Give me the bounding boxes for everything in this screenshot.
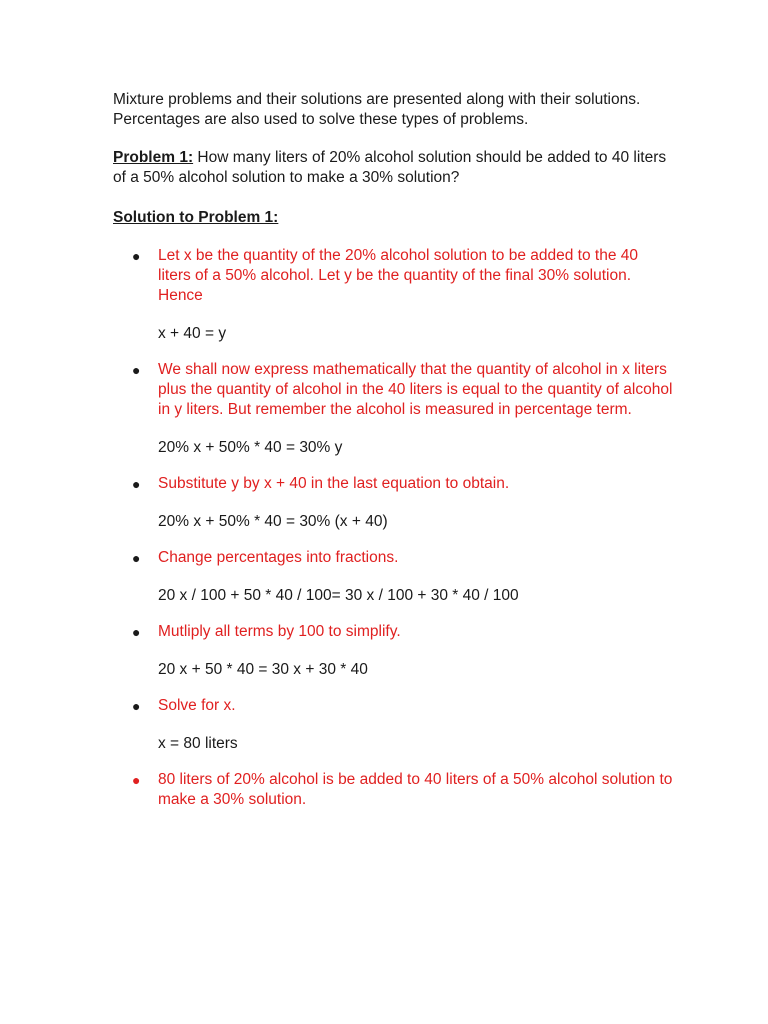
solution-step: [113, 246, 673, 344]
solution-step: [113, 360, 673, 458]
solution-step: [113, 622, 673, 680]
step-text: Mutliply all terms by 100 to simplify.: [158, 623, 401, 640]
step-equation: 20% x + 50% * 40 = 30% y: [158, 439, 343, 456]
bullet-icon: ●: [132, 362, 141, 378]
bullet-icon: ●: [132, 476, 141, 492]
bullet-icon: ●: [132, 624, 141, 640]
intro-paragraph: Mixture problems and their solutions are presented along with their solutions. Percentages are also used to solve these types of problems.: [113, 91, 641, 128]
step-equation: x = 80 liters: [158, 735, 238, 752]
bullet-icon: ●: [132, 772, 141, 788]
solution-heading-label: Solution to Problem 1:: [113, 209, 279, 226]
solution-step: [113, 696, 673, 754]
step-equation: 20 x + 50 * 40 = 30 x + 30 * 40: [158, 661, 368, 678]
problem-text: How many liters of 20% alcohol solution should be added to 40 liters of a 50% alcohol solution to make a 30% solution?: [113, 149, 667, 186]
problem-label: Problem 1:: [113, 149, 194, 166]
step-equation: x + 40 = y: [158, 325, 227, 342]
solution-step: [113, 770, 673, 810]
solution-step: [113, 474, 673, 532]
solution-steps-list: [113, 246, 673, 810]
solution-step: [113, 548, 673, 606]
solution-heading: [113, 208, 673, 228]
step-equation: 20 x / 100 + 50 * 40 / 100= 30 x / 100 + 30 * 40 / 100: [158, 587, 519, 604]
bullet-icon: ●: [132, 550, 141, 566]
step-text: Change percentages into fractions.: [158, 549, 399, 566]
document-page: [113, 90, 673, 826]
problem-statement: [113, 148, 673, 188]
bullet-icon: ●: [132, 698, 141, 714]
step-text: We shall now express mathematically that the quantity of alcohol in x liters plus the quantity of alcohol in the 40 liters is equal to the quantity of alcohol in y liters. But remember the alcohol is measured in percentage term.: [158, 361, 673, 418]
bullet-icon: ●: [132, 248, 141, 264]
step-text: Solve for x.: [158, 697, 236, 714]
step-text: Substitute y by x + 40 in the last equation to obtain.: [158, 475, 510, 492]
step-text: Let x be the quantity of the 20% alcohol solution to be added to the 40 liters of a 50% alcohol. Let y be the quantity of the final 30% solution. Hence: [158, 247, 638, 304]
step-text: 80 liters of 20% alcohol is be added to 40 liters of a 50% alcohol solution to make a 30% solution.: [158, 771, 673, 808]
step-equation: 20% x + 50% * 40 = 30% (x + 40): [158, 513, 388, 530]
